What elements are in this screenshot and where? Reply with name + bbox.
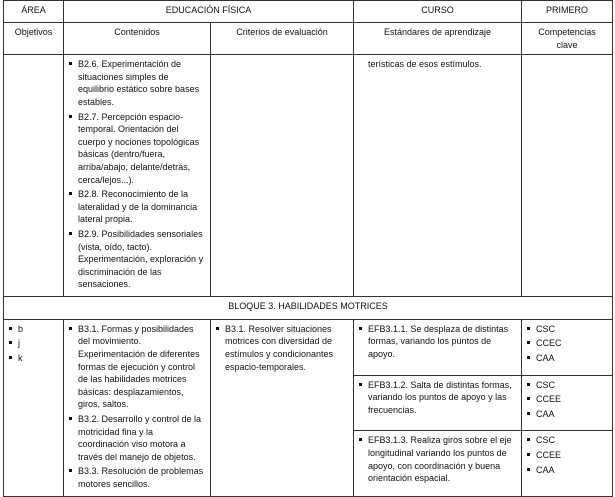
list-item: EFB3.1.3. Realiza giros sobre el eje longitudinal variando los puntos de apoyo, con coordinación y buena orientación espacial.: [359, 434, 516, 484]
bloque3-contenidos: [64, 319, 211, 496]
estandar-cell: [354, 319, 522, 375]
list-item: EFB3.1.2. Salta de distintas formas, variando los puntos de apoyo y las frecuencias.: [359, 379, 516, 417]
curriculum-table: [3, 0, 613, 497]
list-item: B3.1. Resolver situaciones motrices con diversidad de estímulos y condicionantes espacio-temporales.: [216, 323, 348, 373]
bloque3-objetivos: [4, 319, 64, 496]
row1-competencias: [522, 55, 613, 297]
estandar-continuation: terísticas de esos estímulos.: [368, 59, 482, 70]
col-objetivos: Objetivos: [4, 23, 64, 55]
criterios-list: [216, 323, 348, 373]
row1-objetivos: [4, 55, 64, 297]
list-item: B2.9. Posibilidades sensoriales (vista, oído, tacto). Experimentación, exploración y discriminación de las sensaciones.: [69, 228, 205, 291]
list-item: B3.1. Formas y posibilidades del movimiento. Experimentación de diferentes formas de ejecución y control de las habilidades motrices básicas: desplazamientos, giros, saltos.: [69, 323, 205, 411]
estandar-cell: [354, 375, 522, 431]
curriculum-table-wrapper: [3, 0, 613, 497]
list-item: CCEC: [527, 337, 607, 350]
list-item: CAA: [527, 464, 607, 477]
block-title-row: [4, 296, 613, 319]
col-contenidos: Contenidos: [64, 23, 211, 55]
list-item: j: [9, 337, 58, 350]
list-item: CAA: [527, 352, 607, 365]
list-item: CSC: [527, 323, 607, 336]
row1-criterios: [211, 55, 354, 297]
competencias-list: [527, 434, 607, 476]
table-row: [4, 55, 613, 297]
list-item: b: [9, 323, 58, 336]
list-item: CAA: [527, 408, 607, 421]
list-item: CSC: [527, 379, 607, 392]
list-item: CCEE: [527, 449, 607, 462]
curso-value: PRIMERO: [522, 1, 613, 23]
col-criterios: Criterios de evaluación: [211, 23, 354, 55]
area-value: EDUCACIÓN FÍSICA: [64, 1, 354, 23]
competencias-list: [527, 323, 607, 365]
estandar-list: [359, 379, 516, 417]
contenidos-list: [69, 58, 205, 291]
table-row: [4, 319, 613, 375]
list-item: B2.7. Percepción espacio-temporal. Orientación del cuerpo y nociones topológicas básicas (dentro/fuera, arriba/abajo, delante/detrás, cerca/lejos...).: [69, 111, 205, 187]
col-estandares: Estándares de aprendizaje: [354, 23, 522, 55]
list-item: B2.6. Experimentación de situaciones simples de equilibrio estático sobre bases estables.: [69, 58, 205, 108]
bloque3-criterios: [211, 319, 354, 496]
list-item: B2.8. Reconocimiento de la lateralidad y de la dominancia lateral propia.: [69, 188, 205, 226]
estandar-cell: [354, 431, 522, 496]
list-item: k: [9, 352, 58, 365]
competencias-cell: [522, 375, 613, 431]
contenidos-list: [69, 323, 205, 491]
col-competencias: Competencias clave: [522, 23, 613, 55]
row1-contenidos: [64, 55, 211, 297]
list-item: B3.3. Resolución de problemas motores sencillos.: [69, 465, 205, 490]
area-label: ÁREA: [4, 1, 64, 23]
column-header-row: [4, 23, 613, 55]
competencias-list: [527, 379, 607, 421]
list-item: CSC: [527, 434, 607, 447]
bloque3-title: BLOQUE 3. HABILIDADES MOTRICES: [4, 296, 613, 319]
competencias-cell: [522, 431, 613, 496]
list-item: EFB3.1.1. Se desplaza de distintas formas, variando los puntos de apoyo.: [359, 323, 516, 361]
curso-label: CURSO: [354, 1, 522, 23]
header-row: [4, 1, 613, 23]
row1-estandares: [354, 55, 522, 297]
objetivos-list: [9, 323, 58, 365]
list-item: CCEE: [527, 393, 607, 406]
list-item: B3.2. Desarrollo y control de la motricidad fina y la coordinación viso motora a través del manejo de objetos.: [69, 413, 205, 463]
estandar-list: [359, 434, 516, 484]
competencias-cell: [522, 319, 613, 375]
estandar-list: [359, 323, 516, 361]
